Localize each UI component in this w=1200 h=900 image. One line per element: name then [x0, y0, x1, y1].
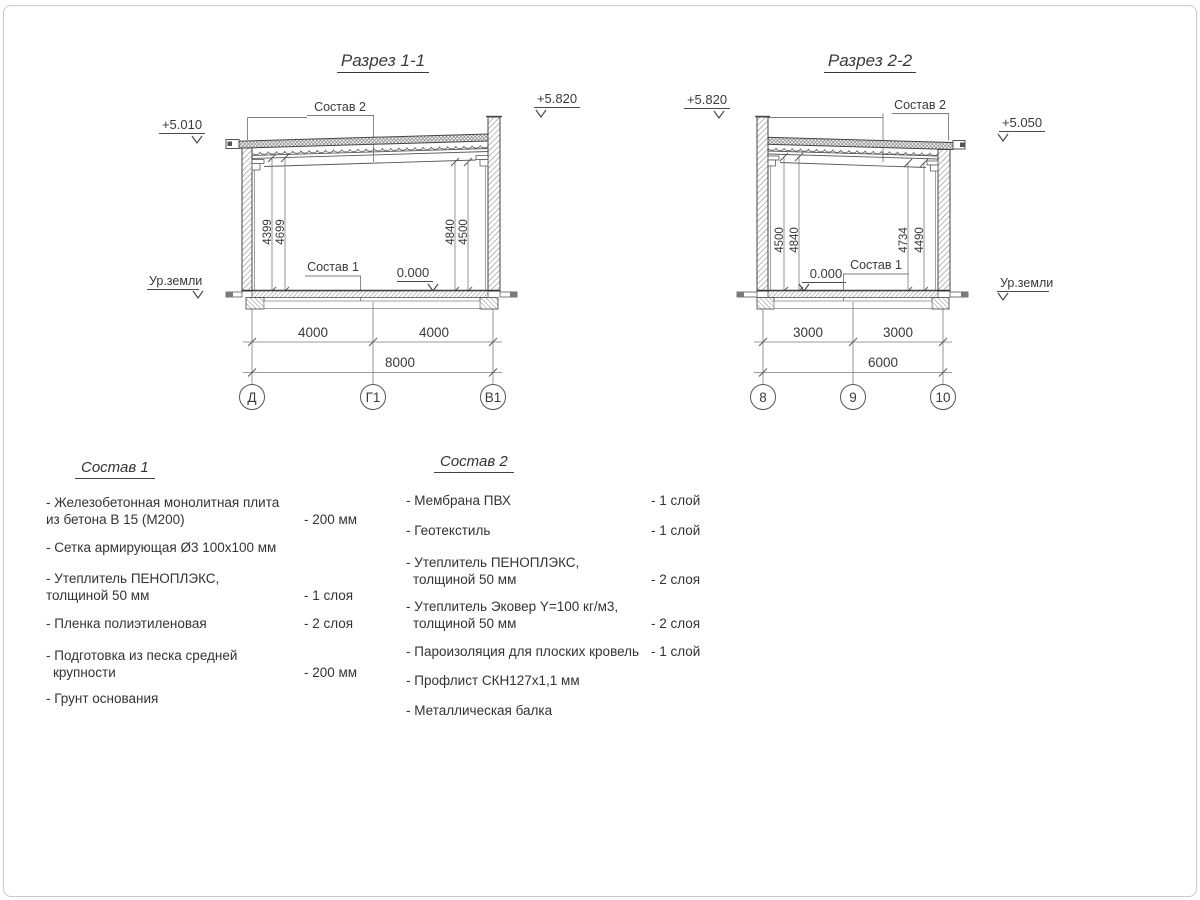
list-item	[46, 570, 364, 604]
material-value: - 2 слоя	[651, 616, 701, 631]
dim-height: 4734	[898, 227, 910, 253]
zero-level-value: 0.000	[396, 265, 430, 280]
material-name: - Геотекстиль	[406, 523, 491, 538]
list-item	[406, 598, 708, 632]
dim-span: 3000	[792, 325, 824, 340]
elevation-arrow-icon	[714, 111, 724, 118]
material-name-cont: толщиной 50 мм	[413, 616, 517, 631]
elevation-value: +5.050	[1001, 115, 1043, 130]
dimension-chain	[243, 302, 502, 384]
list-item	[406, 554, 708, 588]
dim-height: 4500	[774, 227, 786, 253]
roof-composition-label: Состав 2	[314, 100, 366, 114]
dim-total: 6000	[867, 355, 899, 370]
dim-span: 3000	[882, 325, 914, 340]
dim-height: 4399	[262, 219, 274, 245]
elevation-value: +5.820	[536, 91, 578, 106]
material-name: - Утеплитель ПЕНОПЛЭКС,	[46, 571, 220, 586]
material-name: - Пароизоляция для плоских кровель	[406, 644, 640, 659]
elevation-mark-left	[684, 92, 730, 118]
ground-level-mark	[997, 276, 1053, 300]
roof-slab	[757, 137, 965, 150]
axis-bubbles	[240, 385, 506, 410]
material-name: - Пленка полиэтиленовая	[46, 616, 207, 631]
list-item	[406, 702, 708, 719]
section-2-2-drawing	[655, 30, 1105, 420]
dim-height: 4840	[445, 219, 457, 245]
material-name: - Грунт основания	[46, 691, 159, 706]
list-item	[46, 647, 364, 681]
floor-structure	[226, 291, 517, 310]
list-item	[46, 539, 364, 556]
dimension-chain	[754, 302, 952, 384]
elevation-arrow-icon	[193, 291, 203, 298]
material-value: - 1 слой	[651, 644, 701, 659]
floor-structure	[737, 291, 968, 310]
section-title: Разрез 2-2	[827, 51, 913, 70]
elevation-value: +5.820	[686, 92, 728, 107]
axis-label: 10	[935, 390, 951, 405]
elevation-arrow-icon	[192, 136, 202, 143]
axis-bubbles	[751, 385, 956, 410]
material-name-cont: крупности	[53, 665, 116, 680]
elevation-mark-right	[998, 115, 1045, 141]
sostav-1-title: Состав 1	[75, 459, 155, 479]
zero-level-value: 0.000	[809, 266, 843, 281]
axis-label: Д	[247, 390, 257, 405]
material-value: - 1 слой	[651, 523, 701, 538]
roof-composition-label: Состав 2	[894, 98, 946, 112]
elevation-arrow-icon	[998, 134, 1008, 141]
elevation-arrow-icon	[998, 293, 1008, 300]
section-title: Разрез 1-1	[340, 51, 426, 70]
material-name: - Железобетонная монолитная плита	[46, 495, 280, 510]
list-item	[406, 492, 708, 509]
roof-deck-and-beam	[252, 145, 488, 290]
wall-left-parapet	[757, 117, 768, 291]
dim-span: 4000	[297, 325, 329, 340]
material-value: - 1 слой	[651, 493, 701, 508]
axis-label: В1	[484, 390, 502, 405]
material-value: - 1 слоя	[304, 588, 354, 603]
dim-height: 4840	[789, 227, 801, 253]
sostav-1-list	[46, 450, 364, 720]
ground-level-label: Ур.земли	[1000, 276, 1054, 290]
material-name-cont: толщиной 50 мм	[46, 588, 150, 603]
material-value: - 2 слоя	[651, 572, 701, 587]
sostav-2-list	[406, 445, 708, 735]
material-value: - 2 слоя	[304, 616, 354, 631]
elevation-mark-right	[534, 91, 580, 117]
list-item	[46, 615, 364, 632]
material-name: - Мембрана ПВХ	[406, 493, 511, 508]
list-item	[46, 690, 364, 707]
sostav-2-title: Состав 2	[434, 453, 514, 473]
axis-label: 9	[849, 390, 857, 405]
dim-span: 4000	[418, 325, 450, 340]
interior-dimensions	[268, 154, 472, 295]
material-name-cont: толщиной 50 мм	[413, 572, 517, 587]
dim-height: 4699	[275, 219, 287, 245]
axis-label: 8	[759, 390, 767, 405]
roof-slab	[226, 134, 488, 149]
ground-level-mark	[147, 274, 203, 298]
material-name: - Сетка армирующая Ø3 100х100 мм	[46, 540, 277, 555]
floor-composition-label: Состав 1	[850, 258, 902, 272]
material-name: - Утеплитель ПЕНОПЛЭКС,	[406, 555, 580, 570]
material-name: - Утеплитель Эковер Y=100 кг/м3,	[406, 599, 619, 614]
list-item	[46, 494, 364, 528]
dim-total: 8000	[384, 355, 416, 370]
wall-right-parapet	[488, 117, 500, 291]
material-name-cont: из бетона В 15 (М200)	[46, 512, 185, 527]
axis-label: Г1	[365, 390, 381, 405]
elevation-arrow-icon	[536, 110, 546, 117]
zero-level-mark	[799, 266, 846, 291]
material-value: - 200 мм	[304, 512, 358, 527]
list-item	[406, 672, 708, 689]
material-name: - Профлист СКН127х1,1 мм	[406, 673, 580, 688]
zero-level-mark	[397, 265, 438, 291]
list-item	[406, 643, 708, 660]
wall-left	[242, 148, 252, 291]
elevation-value: +5.010	[161, 117, 203, 132]
material-value: - 200 мм	[304, 665, 358, 680]
material-name: - Металлическая балка	[406, 703, 553, 718]
ground-level-label: Ур.земли	[149, 274, 203, 288]
section-1-1-drawing	[130, 30, 590, 420]
material-name: - Подготовка из песка средней	[46, 648, 238, 663]
floor-composition-label: Состав 1	[307, 260, 359, 274]
list-item	[406, 522, 708, 539]
dim-height: 4490	[914, 227, 926, 253]
elevation-mark-left	[159, 117, 205, 143]
wall-right	[938, 150, 950, 292]
dim-height: 4500	[458, 219, 470, 245]
